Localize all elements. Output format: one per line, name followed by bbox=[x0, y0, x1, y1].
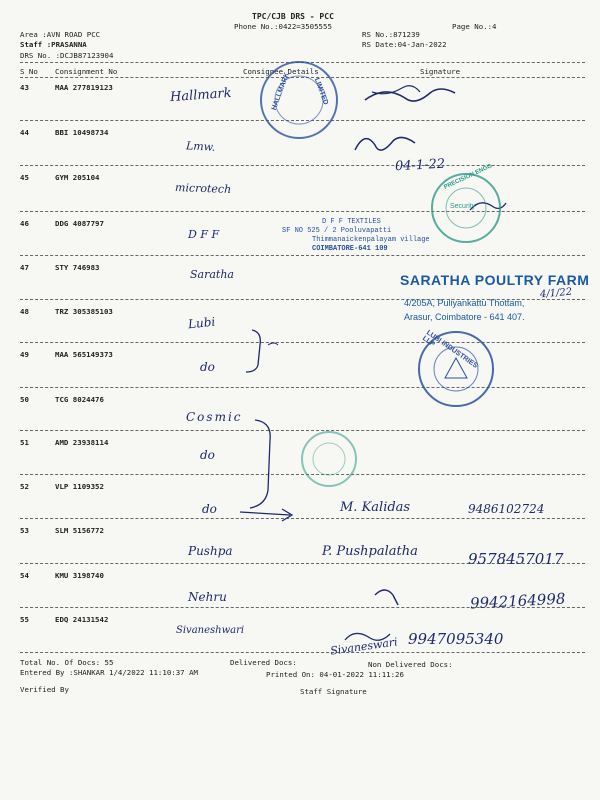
farm-stamp-address2: Arasur, Coimbatore - 641 407. bbox=[404, 312, 525, 322]
consignee-hand: do bbox=[200, 448, 215, 462]
hallmark-stamp: HALLMARK LIMITED bbox=[257, 58, 342, 143]
consignee-hand: Nehru bbox=[188, 590, 227, 604]
signature-name: Sivaneswari bbox=[329, 635, 399, 658]
entered-by: Entered By :SHANKAR 1/4/2022 11:10:37 AM bbox=[20, 668, 198, 677]
rs-number: RS No.:871239 bbox=[362, 30, 420, 39]
staff-signature-label: Staff Signature bbox=[300, 687, 367, 696]
signature-date: 04-1-22 bbox=[394, 156, 446, 175]
signature-date: 4/1/22 bbox=[539, 286, 573, 301]
signature-name: M. Kalidas bbox=[340, 500, 411, 515]
consignee-hand: do bbox=[202, 502, 217, 516]
printed-on: Printed On: 04-01-2022 11:11:26 bbox=[266, 670, 404, 679]
delivered-docs: Delivered Docs: bbox=[230, 658, 297, 667]
signature-phone: 9947095340 bbox=[408, 630, 504, 648]
faint-round-stamp bbox=[298, 428, 360, 490]
staff-label: Staff :PRASANNA bbox=[20, 40, 87, 49]
signature-name: P. Pushpalatha bbox=[322, 544, 418, 559]
non-delivered-docs: Non Delivered Docs: bbox=[368, 660, 453, 669]
rs-date: RS Date:04-Jan-2022 bbox=[362, 40, 447, 49]
farm-stamp-address1: 4/205A, Puliyankattu Thottam, bbox=[404, 298, 525, 308]
signature-phone: 9486102724 bbox=[468, 502, 545, 516]
page-title: TPC/CJB DRS - PCC bbox=[252, 12, 334, 21]
total-docs: Total No. Of Docs: 55 bbox=[20, 658, 114, 667]
signature-phone: 9578457017 bbox=[468, 550, 564, 568]
consignee-hand: Lubi bbox=[187, 314, 216, 332]
consignee-hand: Lmw. bbox=[185, 139, 216, 154]
area-label: Area :AVN ROAD PCC bbox=[20, 30, 101, 39]
signature-phone: 9942164998 bbox=[469, 589, 566, 613]
precision-stamp: PRECISION ENGG Security bbox=[428, 170, 504, 246]
col-consignee: Consignee Details bbox=[243, 67, 319, 76]
verified-by: Verified By bbox=[20, 685, 69, 694]
dff-stamp: D F F TEXTILES SF NO 525 / 2 Pooluvapatti Thimmanaickenpalayam village COIMBATORE-641 109 bbox=[282, 218, 430, 253]
consignee-hand: Pushpa bbox=[188, 544, 233, 558]
consignee-hand: microtech bbox=[174, 181, 232, 196]
lubi-stamp: LUBI INDUSTRIES LLP bbox=[415, 328, 497, 410]
consignee-hand: do bbox=[200, 360, 215, 374]
col-signature: Signature bbox=[420, 67, 461, 76]
consignee-hand: D F F bbox=[188, 228, 220, 241]
consignee-hand: Hallmark bbox=[169, 85, 233, 106]
col-consignment: Consignment No bbox=[55, 67, 118, 76]
consignee-hand: Saratha bbox=[190, 268, 234, 281]
page-number: Page No.:4 bbox=[452, 22, 497, 31]
phone-number: Phone No.:0422=3505555 bbox=[234, 22, 332, 31]
drs-number: DRS No. :DCJB87123904 bbox=[20, 51, 114, 60]
consignee-hand: Cosmic bbox=[186, 410, 243, 424]
farm-stamp-title: SARATHA POULTRY FARM bbox=[400, 272, 590, 288]
col-sno: S No bbox=[20, 67, 38, 76]
consignee-hand: Sivaneshwari bbox=[176, 625, 245, 636]
